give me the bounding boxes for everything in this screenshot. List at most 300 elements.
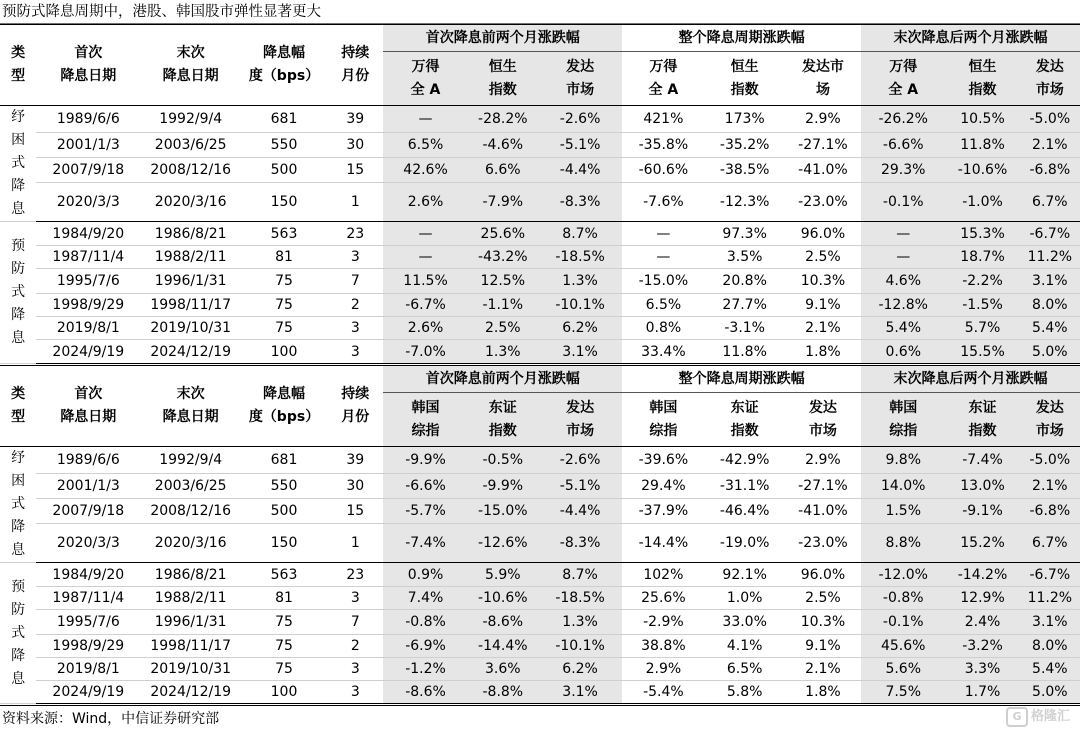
table-cell: -42.9% bbox=[705, 447, 785, 474]
table-cell: 2024/12/19 bbox=[141, 340, 241, 364]
table-cell: 39 bbox=[327, 447, 383, 474]
table-cell: 2 bbox=[327, 635, 383, 658]
table-cell: 1986/8/21 bbox=[141, 563, 241, 587]
table-cell: 7.5% bbox=[861, 681, 945, 704]
table-cell: 5.6% bbox=[861, 658, 945, 681]
table-cell: 2.1% bbox=[785, 658, 861, 681]
table-cell: 100 bbox=[241, 681, 327, 704]
table-cell: 2003/6/25 bbox=[141, 132, 241, 157]
table-cell: 25.6% bbox=[622, 587, 704, 610]
table-cell: 1995/7/6 bbox=[36, 610, 140, 635]
header-line: 发达 bbox=[566, 399, 595, 416]
table-cell: -0.1% bbox=[861, 610, 945, 635]
table-cell: -14.2% bbox=[945, 563, 1019, 587]
header-line: 市场 bbox=[566, 81, 595, 98]
table-cell: 5.0% bbox=[1020, 340, 1080, 364]
header-line: 月份 bbox=[341, 68, 370, 84]
table-cell: 102% bbox=[622, 563, 704, 587]
subheader-8 bbox=[1020, 52, 1080, 106]
table-cell: 9.8% bbox=[861, 447, 945, 474]
table-cell: 2.9% bbox=[622, 658, 704, 681]
table-cell: 1984/9/20 bbox=[36, 563, 140, 587]
category-char: 降 bbox=[11, 307, 26, 323]
table-cell: 2.5% bbox=[785, 246, 861, 269]
table-bottom-divider bbox=[0, 705, 1080, 706]
table-cell: 681 bbox=[241, 447, 327, 474]
table-cell: 23 bbox=[327, 563, 383, 587]
category-char: 式 bbox=[11, 624, 26, 641]
table-row bbox=[0, 524, 1080, 563]
category-char: 式 bbox=[11, 496, 26, 512]
table-cell: 8.7% bbox=[538, 222, 622, 246]
table-cell: 3.1% bbox=[538, 681, 622, 704]
table-korea-japan bbox=[0, 365, 1080, 704]
table-cell: 2.1% bbox=[785, 317, 861, 340]
table-cell: — bbox=[383, 222, 467, 246]
header-bps bbox=[241, 25, 327, 106]
source-note: 资料来源：Wind，中信证券研究部 bbox=[2, 711, 220, 727]
table-cell: -14.4% bbox=[468, 635, 538, 658]
header-line: 恒生 bbox=[968, 58, 997, 75]
table-cell: 1987/11/4 bbox=[36, 246, 140, 269]
table-cell: -6.7% bbox=[1020, 222, 1080, 246]
table-cell: 3.5% bbox=[705, 246, 785, 269]
table-cell: 2024/12/19 bbox=[141, 681, 241, 704]
header-line: 指数 bbox=[488, 81, 517, 98]
table-row bbox=[0, 473, 1080, 498]
table-cell: -18.5% bbox=[538, 246, 622, 269]
table-cell: 10.5% bbox=[945, 106, 1019, 133]
subheader-3 bbox=[622, 52, 704, 106]
table-cell: -6.8% bbox=[1020, 157, 1080, 182]
table-row bbox=[0, 106, 1080, 133]
table-cell: 6.2% bbox=[538, 658, 622, 681]
table-cell: -7.4% bbox=[383, 524, 467, 563]
table-cell: -2.6% bbox=[538, 447, 622, 474]
table-cell: 100 bbox=[241, 340, 327, 364]
header-line: 指数 bbox=[730, 81, 759, 98]
table-cell: -18.5% bbox=[538, 587, 622, 610]
subheader-5 bbox=[785, 52, 861, 106]
table-cell: 15.3% bbox=[945, 222, 1019, 246]
category-char: 息 bbox=[11, 542, 26, 558]
table-cell: 500 bbox=[241, 498, 327, 523]
table-cell: 1988/2/11 bbox=[141, 246, 241, 269]
header-line: 发达 bbox=[566, 58, 595, 75]
subheader-6 bbox=[861, 393, 945, 447]
table-cell: 15.5% bbox=[945, 340, 1019, 364]
table-cell: -9.9% bbox=[383, 447, 467, 474]
category-char: 息 bbox=[11, 201, 26, 217]
subheader-2 bbox=[538, 52, 622, 106]
table-cell: -14.4% bbox=[622, 524, 704, 563]
category-char: 预 bbox=[11, 238, 26, 254]
table-cell: 38.8% bbox=[622, 635, 704, 658]
table-cell: -7.6% bbox=[622, 183, 704, 222]
table-cell: 563 bbox=[241, 563, 327, 587]
table-cell: -6.6% bbox=[861, 132, 945, 157]
category-char: 防 bbox=[11, 601, 26, 618]
table-cell: -43.2% bbox=[468, 246, 538, 269]
table-cell: 92.1% bbox=[705, 563, 785, 587]
table-cell: 1987/11/4 bbox=[36, 587, 140, 610]
table-cell: 27.7% bbox=[705, 294, 785, 317]
table-cell: 2.6% bbox=[383, 183, 467, 222]
subheader-4 bbox=[705, 52, 785, 106]
table-cell: 173% bbox=[705, 106, 785, 133]
table-cell: -8.8% bbox=[468, 681, 538, 704]
table-cell: 1.8% bbox=[785, 340, 861, 364]
table-cell: -23.0% bbox=[785, 183, 861, 222]
header-months bbox=[327, 25, 383, 106]
table-cell: -1.1% bbox=[468, 294, 538, 317]
table-cell: -41.0% bbox=[785, 157, 861, 182]
table-cell: 1998/11/17 bbox=[141, 635, 241, 658]
table-cell: -1.5% bbox=[945, 294, 1019, 317]
table-cell: -8.6% bbox=[468, 610, 538, 635]
subheader-6 bbox=[861, 52, 945, 106]
header-group-before: 首次降息前两个月涨跌幅 bbox=[383, 25, 622, 52]
table-cell: — bbox=[622, 246, 704, 269]
table-cell: 75 bbox=[241, 635, 327, 658]
watermark-logo bbox=[1006, 706, 1070, 728]
table-cell: 13.0% bbox=[945, 473, 1019, 498]
watermark-icon: G bbox=[1006, 707, 1028, 727]
header-line: 综指 bbox=[889, 422, 918, 439]
table-cell: 5.4% bbox=[1020, 658, 1080, 681]
table-cell: 3.1% bbox=[1020, 610, 1080, 635]
header-last-date bbox=[141, 366, 241, 447]
table-cell: 1.8% bbox=[785, 681, 861, 704]
header-first-date bbox=[36, 25, 140, 106]
table-cell: -8.3% bbox=[538, 183, 622, 222]
table-cell: 2020/3/16 bbox=[141, 183, 241, 222]
table-cell: 1996/1/31 bbox=[141, 610, 241, 635]
table-cell: 12.9% bbox=[945, 587, 1019, 610]
table-row bbox=[0, 681, 1080, 704]
table-cell: — bbox=[622, 222, 704, 246]
table-cell: 8.8% bbox=[861, 524, 945, 563]
header-line: 全 A bbox=[888, 81, 919, 98]
table-cell: -23.0% bbox=[785, 524, 861, 563]
header-line: 持续 bbox=[341, 386, 370, 402]
table-cell: 2.9% bbox=[785, 106, 861, 133]
table-cell: 2024/9/19 bbox=[36, 340, 140, 364]
subheader-4 bbox=[705, 393, 785, 447]
table-cell: 75 bbox=[241, 610, 327, 635]
category-char: 降 bbox=[11, 647, 26, 664]
header-group-after: 末次降息后两个月涨跌幅 bbox=[861, 25, 1080, 52]
header-line: 市场 bbox=[566, 422, 595, 439]
subheader-0 bbox=[383, 52, 467, 106]
table-cell: -6.6% bbox=[383, 473, 467, 498]
header-group-during: 整个降息周期涨跌幅 bbox=[622, 25, 861, 52]
table-cell: 150 bbox=[241, 524, 327, 563]
table-row bbox=[0, 498, 1080, 523]
table-cell: -3.1% bbox=[705, 317, 785, 340]
table-cell: 96.0% bbox=[785, 222, 861, 246]
table-cell: 20.8% bbox=[705, 269, 785, 294]
table-cell: 3.3% bbox=[945, 658, 1019, 681]
table-cell: -28.2% bbox=[468, 106, 538, 133]
table-cell: -5.1% bbox=[538, 473, 622, 498]
table-cell: 6.5% bbox=[383, 132, 467, 157]
header-line: 东证 bbox=[488, 399, 517, 416]
header-line: 类 bbox=[11, 45, 26, 61]
table-cell: 6.5% bbox=[705, 658, 785, 681]
subheader-1 bbox=[468, 393, 538, 447]
table-cell: 9.1% bbox=[785, 294, 861, 317]
table-cell: 1984/9/20 bbox=[36, 222, 140, 246]
header-type bbox=[0, 366, 36, 447]
table-cell: 6.2% bbox=[538, 317, 622, 340]
header-line: 发达市 bbox=[801, 58, 844, 75]
table-cell: 2 bbox=[327, 294, 383, 317]
table-cell: 14.0% bbox=[861, 473, 945, 498]
category-char: 纾 bbox=[11, 450, 26, 466]
table-cell: 39 bbox=[327, 106, 383, 133]
table-cell: -0.8% bbox=[383, 610, 467, 635]
table-cell: 7 bbox=[327, 610, 383, 635]
table-cell: 2.1% bbox=[1020, 473, 1080, 498]
table-cell: 1995/7/6 bbox=[36, 269, 140, 294]
table-cell: -38.5% bbox=[705, 157, 785, 182]
table-cell: 681 bbox=[241, 106, 327, 133]
table-cell: -15.0% bbox=[622, 269, 704, 294]
table-cell: 7.4% bbox=[383, 587, 467, 610]
table-cell: 1 bbox=[327, 183, 383, 222]
table-row bbox=[0, 132, 1080, 157]
table-cell: 11.2% bbox=[1020, 246, 1080, 269]
category-char: 困 bbox=[11, 132, 26, 148]
table-cell: -35.2% bbox=[705, 132, 785, 157]
table-cell: 75 bbox=[241, 317, 327, 340]
table-cell: -0.5% bbox=[468, 447, 538, 474]
header-line: 末次 bbox=[176, 386, 205, 402]
table-cell: 1.3% bbox=[538, 610, 622, 635]
table-cell: -27.1% bbox=[785, 473, 861, 498]
table-cell: 3 bbox=[327, 587, 383, 610]
table-cell: -10.1% bbox=[538, 635, 622, 658]
header-line: 降息日期 bbox=[60, 68, 117, 84]
table-cell: 1996/1/31 bbox=[141, 269, 241, 294]
subheader-8 bbox=[1020, 393, 1080, 447]
table-cell: 1992/9/4 bbox=[141, 106, 241, 133]
table-cell: -5.0% bbox=[1020, 106, 1080, 133]
table-cell: 15.2% bbox=[945, 524, 1019, 563]
table-row bbox=[0, 587, 1080, 610]
header-group-during: 整个降息周期涨跌幅 bbox=[622, 366, 861, 393]
header-line: 指数 bbox=[488, 422, 517, 439]
table-cell: 563 bbox=[241, 222, 327, 246]
header-line: 韩国 bbox=[411, 399, 440, 416]
table-cell: -5.0% bbox=[1020, 447, 1080, 474]
table-cell: 33.0% bbox=[705, 610, 785, 635]
table-cell: -12.3% bbox=[705, 183, 785, 222]
category-char: 式 bbox=[11, 155, 26, 171]
subheader-0 bbox=[383, 393, 467, 447]
table-cell: -5.4% bbox=[622, 681, 704, 704]
table-cell: -5.7% bbox=[383, 498, 467, 523]
table-cell: -0.8% bbox=[861, 587, 945, 610]
table-cell: -9.9% bbox=[468, 473, 538, 498]
header-line: 全 A bbox=[648, 81, 679, 98]
table-cell: 30 bbox=[327, 473, 383, 498]
table-cell: 18.7% bbox=[945, 246, 1019, 269]
table-cell: 11.8% bbox=[945, 132, 1019, 157]
category-char: 降 bbox=[11, 519, 26, 535]
category-char: 防 bbox=[11, 261, 26, 277]
table-row bbox=[0, 317, 1080, 340]
header-line: 首次 bbox=[74, 386, 103, 402]
table-row bbox=[0, 563, 1080, 587]
table-cell: 2007/9/18 bbox=[36, 157, 140, 182]
table-cell: 421% bbox=[622, 106, 704, 133]
table-cell: -7.9% bbox=[468, 183, 538, 222]
table-cell: -5.1% bbox=[538, 132, 622, 157]
table-cell: 5.9% bbox=[468, 563, 538, 587]
subheader-7 bbox=[945, 393, 1019, 447]
table-cell: 1989/6/6 bbox=[36, 447, 140, 474]
table-cell: -41.0% bbox=[785, 498, 861, 523]
header-line: 度（bps） bbox=[248, 409, 320, 425]
table-cell: -12.6% bbox=[468, 524, 538, 563]
table-cell: 7 bbox=[327, 269, 383, 294]
table-cell: 1998/9/29 bbox=[36, 635, 140, 658]
table-cell: -35.8% bbox=[622, 132, 704, 157]
table-cell: 11.8% bbox=[705, 340, 785, 364]
header-line: 综指 bbox=[649, 422, 678, 439]
header-line: 发达 bbox=[808, 399, 837, 416]
table-cell: 550 bbox=[241, 473, 327, 498]
table-cell: -4.4% bbox=[538, 157, 622, 182]
table-cell: 2020/3/3 bbox=[36, 524, 140, 563]
table-cell: 4.6% bbox=[861, 269, 945, 294]
table-row bbox=[0, 340, 1080, 364]
header-line: 指数 bbox=[968, 422, 997, 439]
category-char: 困 bbox=[11, 473, 26, 489]
table-cell: 1992/9/4 bbox=[141, 447, 241, 474]
table-cell: — bbox=[383, 246, 467, 269]
table-row bbox=[0, 447, 1080, 474]
table-cell: 2.5% bbox=[468, 317, 538, 340]
header-group-before: 首次降息前两个月涨跌幅 bbox=[383, 366, 622, 393]
table-cell: 1.5% bbox=[861, 498, 945, 523]
table-cell: 2019/8/1 bbox=[36, 658, 140, 681]
header-line: 东证 bbox=[730, 399, 759, 416]
table-cell: -2.6% bbox=[538, 106, 622, 133]
table-row bbox=[0, 246, 1080, 269]
table-cell: -8.6% bbox=[383, 681, 467, 704]
table-cell: 2001/1/3 bbox=[36, 473, 140, 498]
table-hk-us bbox=[0, 24, 1080, 364]
table-cell: 2003/6/25 bbox=[141, 473, 241, 498]
table-row bbox=[0, 610, 1080, 635]
table-cell: 3 bbox=[327, 246, 383, 269]
table-cell: 1.7% bbox=[945, 681, 1019, 704]
table-cell: 15 bbox=[327, 157, 383, 182]
header-line: 恒生 bbox=[488, 58, 517, 75]
table-cell: 6.5% bbox=[622, 294, 704, 317]
header-line: 市场 bbox=[1035, 422, 1064, 439]
header-line: 指数 bbox=[730, 422, 759, 439]
subheader-7 bbox=[945, 52, 1019, 106]
subheader-3 bbox=[622, 393, 704, 447]
table-cell: 11.2% bbox=[1020, 587, 1080, 610]
table-cell: 25.6% bbox=[468, 222, 538, 246]
table-cell: 3 bbox=[327, 340, 383, 364]
table-cell: 2007/9/18 bbox=[36, 498, 140, 523]
table-cell: 30 bbox=[327, 132, 383, 157]
header-line: 降息日期 bbox=[60, 409, 117, 425]
table-cell: 1 bbox=[327, 524, 383, 563]
table-cell: -19.0% bbox=[705, 524, 785, 563]
table-cell: -26.2% bbox=[861, 106, 945, 133]
header-line: 综指 bbox=[411, 422, 440, 439]
table-cell: -9.1% bbox=[945, 498, 1019, 523]
header-line: 度（bps） bbox=[248, 68, 320, 84]
table-cell: 550 bbox=[241, 132, 327, 157]
table-cell: 1988/2/11 bbox=[141, 587, 241, 610]
table-cell: 150 bbox=[241, 183, 327, 222]
table-row bbox=[0, 658, 1080, 681]
table-cell: -37.9% bbox=[622, 498, 704, 523]
table-cell: 29.4% bbox=[622, 473, 704, 498]
table-cell: 45.6% bbox=[861, 635, 945, 658]
table-cell: 33.4% bbox=[622, 340, 704, 364]
table-cell: -8.3% bbox=[538, 524, 622, 563]
table-cell: 1998/9/29 bbox=[36, 294, 140, 317]
table-cell: 10.3% bbox=[785, 269, 861, 294]
header-months bbox=[327, 366, 383, 447]
table-cell: 8.0% bbox=[1020, 294, 1080, 317]
table-cell: 3.1% bbox=[538, 340, 622, 364]
table-cell: -7.4% bbox=[945, 447, 1019, 474]
table-cell: 500 bbox=[241, 157, 327, 182]
table-row bbox=[0, 294, 1080, 317]
table-cell: 75 bbox=[241, 269, 327, 294]
table-cell: 5.4% bbox=[861, 317, 945, 340]
category-label bbox=[0, 563, 36, 704]
header-line: 东证 bbox=[968, 399, 997, 416]
header-line: 持续 bbox=[341, 45, 370, 61]
subheader-2 bbox=[538, 393, 622, 447]
header-line: 万得 bbox=[889, 58, 918, 75]
header-line: 发达 bbox=[1035, 399, 1064, 416]
header-line: 指数 bbox=[968, 81, 997, 98]
table-cell: -1.2% bbox=[383, 658, 467, 681]
table-cell: -4.4% bbox=[538, 498, 622, 523]
subheader-1 bbox=[468, 52, 538, 106]
header-line: 末次 bbox=[176, 45, 205, 61]
table-cell: 2.4% bbox=[945, 610, 1019, 635]
table-cell: -10.6% bbox=[468, 587, 538, 610]
header-line: 场 bbox=[815, 81, 830, 98]
table-cell: 2.9% bbox=[785, 447, 861, 474]
header-line: 恒生 bbox=[730, 58, 759, 75]
header-line: 韩国 bbox=[649, 399, 678, 416]
table-cell: 75 bbox=[241, 658, 327, 681]
table-cell: 3.1% bbox=[1020, 269, 1080, 294]
header-line: 首次 bbox=[74, 45, 103, 61]
table-cell: 2001/1/3 bbox=[36, 132, 140, 157]
table-cell: 0.8% bbox=[622, 317, 704, 340]
table-cell: 12.5% bbox=[468, 269, 538, 294]
table-row bbox=[0, 269, 1080, 294]
table-cell: 8.7% bbox=[538, 563, 622, 587]
table-cell: 3.6% bbox=[468, 658, 538, 681]
table-cell: 6.7% bbox=[1020, 183, 1080, 222]
